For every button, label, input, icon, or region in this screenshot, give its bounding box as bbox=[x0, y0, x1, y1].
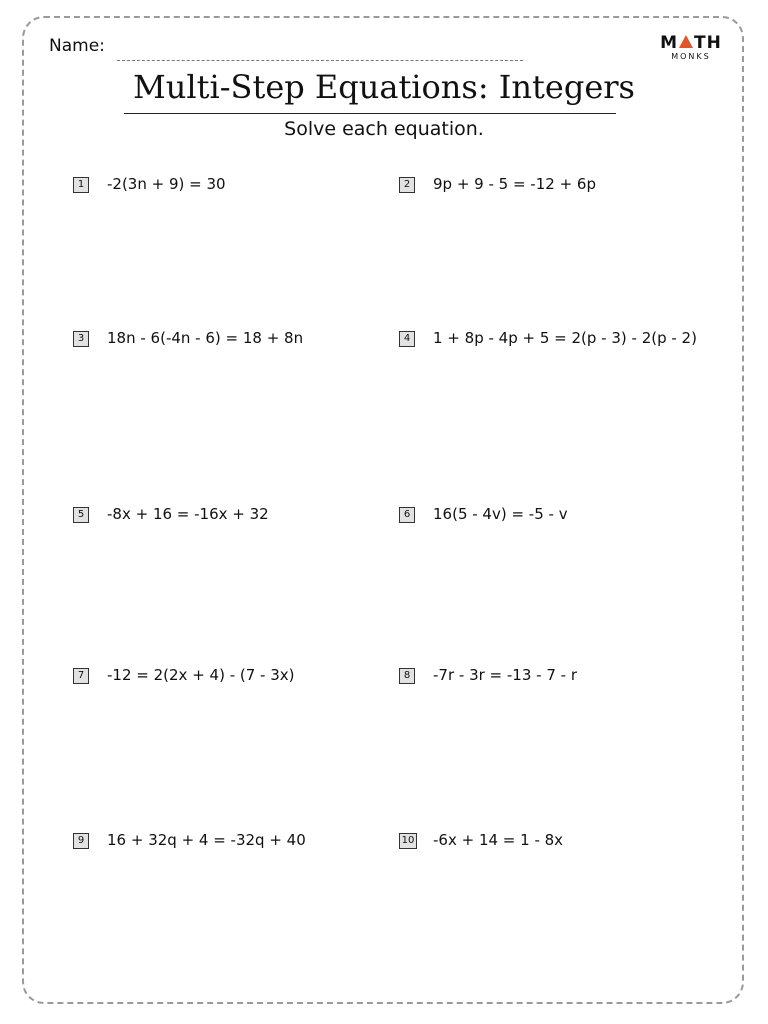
problem-number-box: 9 bbox=[73, 833, 89, 849]
problem-equation: 1 + 8p - 4p + 5 = 2(p - 3) - 2(p - 2) bbox=[433, 329, 697, 347]
problem-number-box: 6 bbox=[399, 507, 415, 523]
logo-wordmark bbox=[660, 34, 722, 52]
problem-number-box: 8 bbox=[399, 668, 415, 684]
name-label: Name: bbox=[49, 36, 105, 56]
problem-number-box: 2 bbox=[399, 177, 415, 193]
problem-equation: 9p + 9 - 5 = -12 + 6p bbox=[433, 175, 596, 193]
problem-equation: 16(5 - 4v) = -5 - v bbox=[433, 505, 568, 523]
instructions: Solve each equation. bbox=[284, 118, 484, 140]
logo-text-th: TH bbox=[694, 33, 722, 53]
logo-subtext: MONKS bbox=[671, 52, 711, 61]
title-underline bbox=[124, 113, 616, 114]
problem-number-box: 3 bbox=[73, 331, 89, 347]
worksheet-title: Multi-Step Equations: Integers bbox=[133, 68, 635, 106]
problem-number-box: 5 bbox=[73, 507, 89, 523]
math-monks-logo bbox=[660, 34, 722, 62]
problem-number-box: 4 bbox=[399, 331, 415, 347]
problem-equation: -12 = 2(2x + 4) - (7 - 3x) bbox=[107, 666, 295, 684]
problem-number-box: 10 bbox=[399, 833, 417, 849]
logo-text-m: M bbox=[660, 33, 679, 53]
logo-triangle-icon bbox=[679, 35, 693, 48]
problem-equation: -7r - 3r = -13 - 7 - r bbox=[433, 666, 577, 684]
name-line[interactable] bbox=[117, 60, 523, 61]
problem-equation: -8x + 16 = -16x + 32 bbox=[107, 505, 269, 523]
problem-equation: -6x + 14 = 1 - 8x bbox=[433, 831, 564, 849]
problem-equation: -2(3n + 9) = 30 bbox=[107, 175, 226, 193]
problem-number-box: 7 bbox=[73, 668, 89, 684]
problem-equation: 16 + 32q + 4 = -32q + 40 bbox=[107, 831, 306, 849]
problem-equation: 18n - 6(-4n - 6) = 18 + 8n bbox=[107, 329, 304, 347]
problem-number-box: 1 bbox=[73, 177, 89, 193]
